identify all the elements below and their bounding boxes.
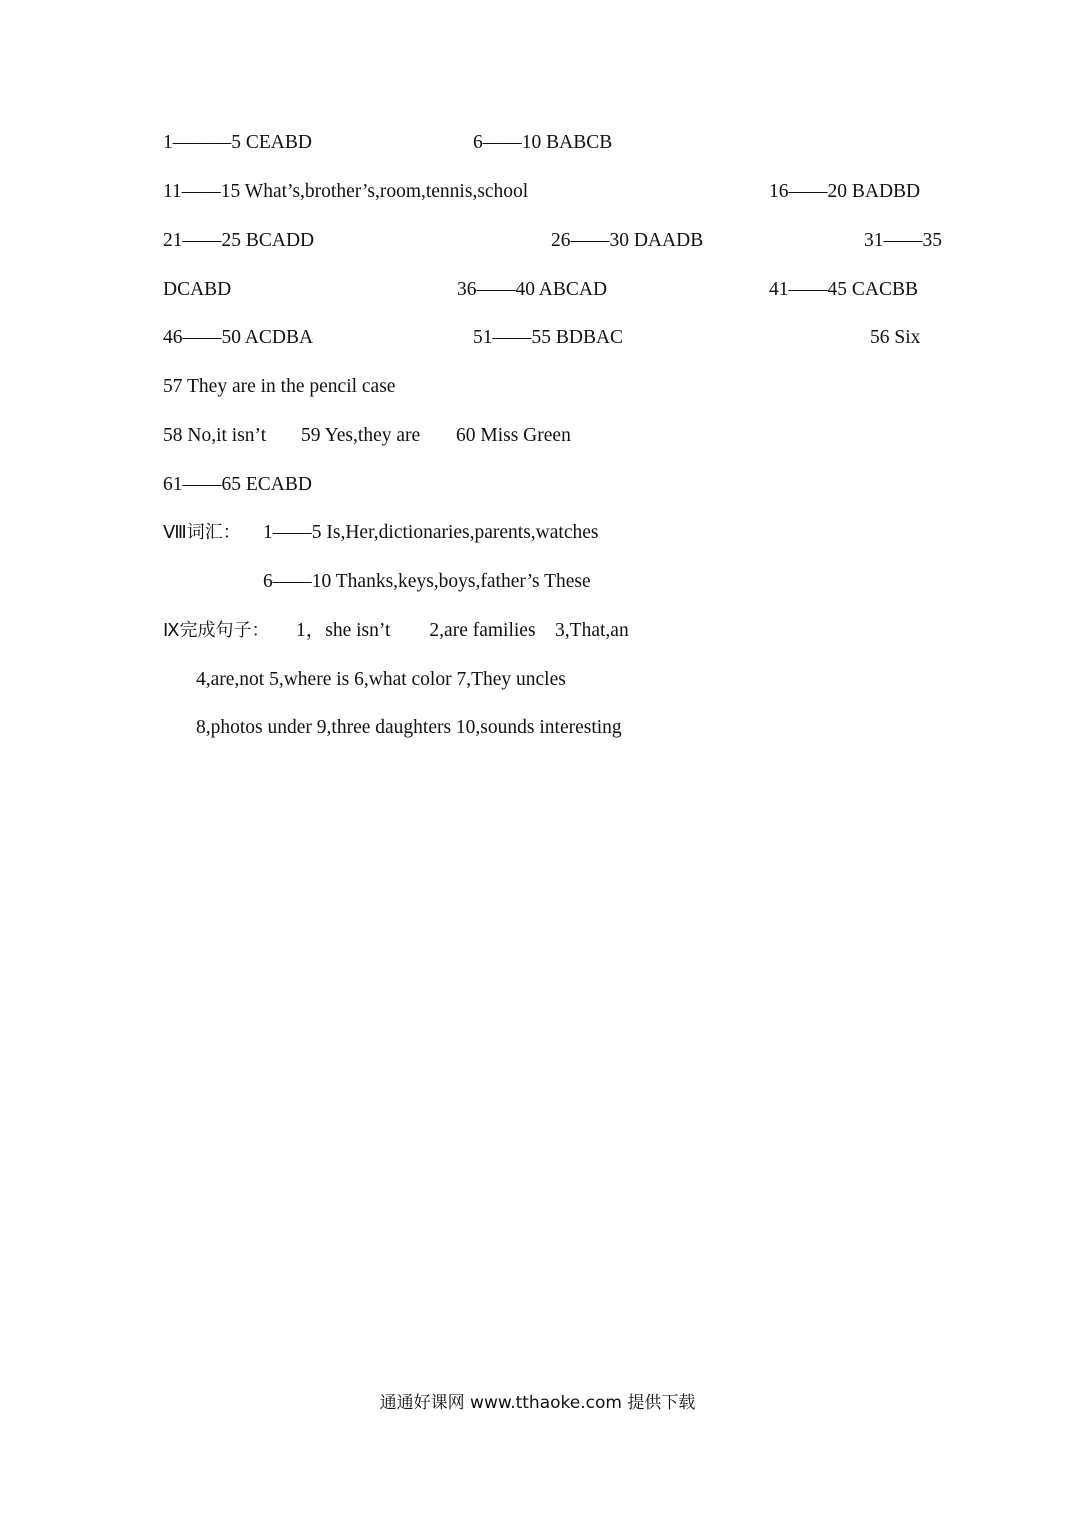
sentences-line-1: 1，she isn’t 2,are families 3,That,an (296, 620, 629, 641)
answers-41-45: 41——45 CACBB (769, 279, 918, 300)
answer-59: 59 Yes,they are (301, 425, 421, 446)
sentences-line-3: 8,photos under 9,three daughters 10,sounds interesting (196, 717, 622, 738)
answers-6-10: 6——10 BABCB (473, 132, 613, 153)
answer-58: 58 No,it isn’t (163, 425, 267, 446)
answers-31-35-label: 31——35 (864, 230, 942, 251)
answer-57: 57 They are in the pencil case (163, 376, 396, 397)
answers-1-5: 1———5 CEABD (163, 132, 312, 153)
sentences-line-2: 4,are,not 5,where is 6,what color 7,They uncles (196, 669, 566, 690)
answers-31-35-values: DCABD (163, 279, 232, 300)
vocab-line-1: 1——5 Is,Her,dictionaries,parents,watches (263, 522, 599, 543)
answers-36-40: 36——40 ABCAD (457, 279, 608, 300)
answers-46-50: 46——50 ACDBA (163, 327, 314, 348)
answers-61-65: 61——65 ECABD (163, 474, 312, 495)
answers-51-55: 51——55 BDBAC (473, 327, 624, 348)
sentences-heading: Ⅸ完成句子： (163, 620, 270, 641)
answers-26-30: 26——30 DAADB (551, 230, 704, 251)
answer-56: 56 Six (870, 327, 921, 348)
vocab-heading: Ⅷ词汇： (163, 522, 241, 543)
vocab-line-2: 6——10 Thanks,keys,boys,father’s These (263, 571, 591, 592)
answers-16-20: 16——20 BADBD (769, 181, 921, 202)
page-footer: 通通好课网 www.tthaoke.com 提供下载 (379, 1393, 696, 1413)
answers-21-25: 21——25 BCADD (163, 230, 315, 251)
answer-60: 60 Miss Green (456, 425, 571, 446)
answers-11-15: 11——15 What’s,brother’s,room,tennis,school (163, 181, 529, 202)
